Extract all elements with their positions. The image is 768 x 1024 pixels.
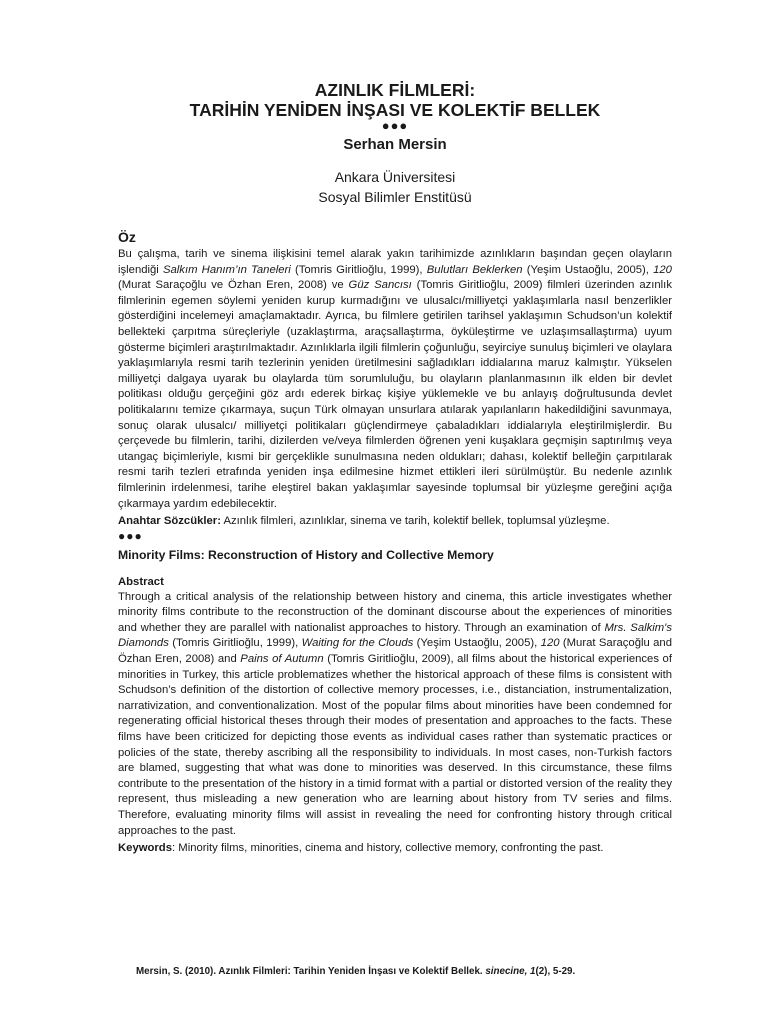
affiliation-university: Ankara Üniversitesi <box>334 169 456 185</box>
turkish-keywords: Anahtar Sözcükler: Azınlık filmleri, azınlıklar, sinema ve tarih, kolektif bellek, toplumsal yüzleşme. <box>118 515 610 528</box>
english-title: Minority Films: Reconstruction of History and Collective Memory <box>118 547 494 562</box>
abstract-paragraph: Through a critical analysis of the relationship between history and cinema, this article investigates whether minority films contribute to the reconstruction of the dominant discourse about the experiences of minorities and whether they are parallel with nationalist approaches to history. Through an examination of Mrs. Salkim's Diamonds (Tomris Giritlioğlu, 1999), Waiting for the Clouds (Yeşim Ustaoğlu, 2005), 120 (Murat Saraçoğlu and Özhan Eren, 2008) and Pains of Autumn (Tomris Giritlioğlu, 2009), all films about the historical experiences of minorities in Turkey, this article problematizes whether the historical approach of these films is consistent with Schudson’s definition of the distortion of collective memory processes, i.e., distanciation, instrumentalization, narrativization, and conventionalization. Most of the popular films about minorities have been condemned for regenerating official historical theses through their modes of presentation and approaches to the facts. These films have been criticized for depicting those events as individual cases rather than systematic practices or policies of the state, thereby ascribing all the responsibility to individuals. In most cases, non-Turkish factors are blamed, suggesting that what was done to minorities was deserved. In this circumstance, these films contribute to the presentation of the history in a timid format with a partial or distorted version of the reality they represent, thus misleading a new generation who are learning about history from TV series and films. Therefore, evaluating minority films will assist in revealing the need for confronting history through critical approaches to the past. <box>118 590 672 837</box>
citation-footer: Mersin, S. (2010). Azınlık Filmleri: Tarihin Yeniden İnşası ve Kolektif Bellek. sinecine, 1(2), 5-29. <box>136 966 576 977</box>
section-bullets: ●●● <box>118 528 143 543</box>
author-name: Serhan Mersin <box>343 136 447 153</box>
abstract-heading: Abstract <box>118 575 164 588</box>
title-bullets: ●●● <box>381 118 409 133</box>
affiliation-institute: Sosyal Bilimler Enstitüsü <box>318 189 472 205</box>
affiliation <box>118 167 672 207</box>
title-line-2: TARİHİN YENİDEN İNŞASI VE KOLEKTİF BELLEK <box>189 100 601 120</box>
oz-paragraph: Bu çalışma, tarih ve sinema ilişkisini temel alarak yakın tarihimizde azınlıkların başından geçen olayların işlendiği Salkım Hanım’ın Taneleri (Tomris Giritlioğlu, 1999), Bulutları Beklerken (Yeşim Ustaoğlu, 2005), 120 (Murat Saraçoğlu ve Özhan Eren, 2008) ve Güz Sancısı (Tomris Giritlioğlu, 2009) filmleri üzerinden azınlık filmlerinin egemen söylemi yeniden kurup kurmadığını ve ulusalcı/milliyetçi yaklaşımlarla nasıl benzerlikler gösterdiğini incelemeyi amaçlamaktadır. Ayrıca, bu filmlere getirilen tarihsel yaklaşımın Schudson’un kolektif bellekteki çarpıtma süreçleriyle (uzaklaştırma, araçsallaştırma, öyküleştirme ve uzlaşımsallaştırma) uyum gösterme biçimleri araştırılmaktadır. Azınlıklarla ilgili filmlerin çoğunluğu, seyirciye sunuluş biçimleri ve olaylara yaklaşımlarıyla resmi tarih tezlerinin yeniden üretilmesini sağladıkları iddialarına maruz kalmıştır. Yükselen milliyetçi dalgaya uyarak bu olaylarda tüm sorumluluğu, bu olayların planlanmasının ilk elden bir devlet politikası olduğu gerçeğini göz ardı ederek birkaç kişiye yüklemekle ve bu anlayış doğrultusunda devlet politikalarını temize çıkarmaya, suçun Türk olmayan unsurlara atılarak yapılanların hakedildiğini savunmaya, sonuç olarak ulusalcı/ milliyetçi politikaları güçlendirmeye çabaladıkları iddialarıyla eleştirilmişlerdir. Bu çerçevede bu filmlerin, tarihi, dizilerden ve/veya filmlerden öğrenen yeni kuşaklara geçmişin saptırılmış veya utangaç biçimleriyle, kısmi bir gerçeklikle sunulmasına neden oldukları; dahası, kolektif belleğin çarpıtılarak resmi tarih tezleri etrafında yeniden inşa edilmesine hizmet ettikleri ileri sürülmüştür. Bu nedenle azınlık filmlerinin irdelenmesi, tarihe eleştirel bakan yaklaşımlar sayesinde toplumsal bir yüzleşme gereğini açığa çıkarmaya yardım edebilecektir. <box>118 248 672 510</box>
english-keywords: Keywords: Minority films, minorities, cinema and history, collective memory, confronting the past. <box>118 842 604 855</box>
article-page <box>118 80 672 857</box>
title-line-1: AZINLIK FİLMLERİ: <box>314 80 476 100</box>
oz-heading: Öz <box>118 229 136 245</box>
